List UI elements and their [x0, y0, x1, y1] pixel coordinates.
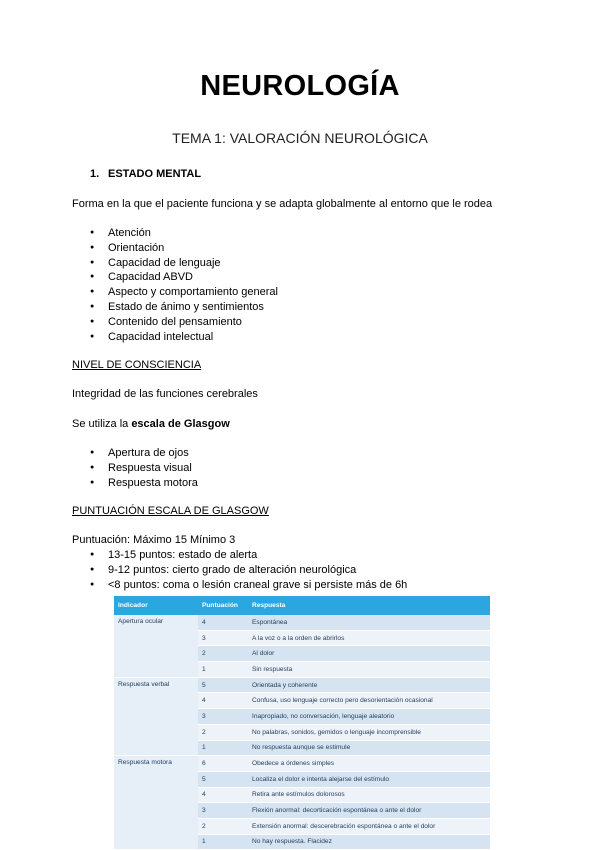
response-cell: Flexión anormal: decorticación espontánea o ante el dolor [248, 803, 490, 819]
list-item: ● 13-15 puntos: estado de alerta [90, 548, 407, 563]
list-item: ● 9-12 puntos: cierto grado de alteración neurológica [90, 563, 407, 578]
response-cell: Confusa, uso lenguaje correcto pero desorientación ocasional [248, 693, 490, 709]
consciousness-text: Integridad de las funciones cerebrales [72, 388, 258, 400]
glasgow-intro-prefix: Se utiliza la [72, 418, 132, 430]
response-cell: Retira ante estímulos dolorosos [248, 787, 490, 803]
score-cell: 1 [198, 740, 248, 756]
response-cell: Al dolor [248, 646, 490, 662]
score-heading: PUNTUACIÓN ESCALA DE GLASGOW [72, 505, 269, 517]
score-cell: 1 [198, 834, 248, 850]
score-cell: 4 [198, 693, 248, 709]
table-header-row [114, 596, 490, 615]
score-cell: 3 [198, 630, 248, 646]
response-cell: Obedece a órdenes simples [248, 756, 490, 772]
score-cell: 3 [198, 709, 248, 725]
table-row [114, 677, 490, 693]
glasgow-scale-name: escala de Glasgow [131, 418, 230, 430]
table-row [114, 615, 490, 630]
glasgow-intro [72, 418, 230, 430]
table-row [114, 756, 490, 772]
column-header: Puntuación [198, 596, 248, 615]
list-item: ● <8 puntos: coma o lesión craneal grave si persiste más de 6h [90, 578, 407, 593]
score-cell: 4 [198, 615, 248, 630]
page-subtitle: TEMA 1: VALORACIÓN NEUROLÓGICA [172, 130, 428, 146]
response-cell: Inapropiado, no conversación, lenguaje aleatorio [248, 709, 490, 725]
list-item: ● Respuesta motora [90, 476, 198, 491]
column-header: Respuesta [248, 596, 490, 615]
score-list [90, 548, 407, 592]
response-cell: Sin respuesta [248, 662, 490, 678]
score-range: Puntuación: Máximo 15 Mínimo 3 [72, 534, 236, 546]
score-cell: 2 [198, 724, 248, 740]
glasgow-table [114, 596, 490, 850]
response-cell: Extensión anormal: descerebración espontánea o ante el dolor [248, 818, 490, 834]
list-item: ● Capacidad de lenguaje [90, 256, 278, 271]
page-title: NEUROLOGÍA [200, 70, 400, 102]
score-cell: 4 [198, 787, 248, 803]
list-item: ● Respuesta visual [90, 461, 198, 476]
response-cell: A la voz o a la orden de abrirlos [248, 630, 490, 646]
column-header: Indicador [114, 596, 198, 615]
score-cell: 2 [198, 646, 248, 662]
list-item: ● Estado de ánimo y sentimientos [90, 300, 278, 315]
indicator-cell: Apertura ocular [114, 615, 198, 677]
list-item: ● Capacidad intelectual [90, 330, 278, 345]
response-cell: No respuesta aunque se estimule [248, 740, 490, 756]
score-cell: 2 [198, 818, 248, 834]
mental-state-list [90, 226, 278, 344]
section-title: ESTADO MENTAL [108, 168, 202, 180]
response-cell: No palabras, sonidos, gemidos o lenguaje incomprensible [248, 724, 490, 740]
response-cell: No hay respuesta. Flacidez [248, 834, 490, 850]
list-item: ● Contenido del pensamiento [90, 315, 278, 330]
list-item: ● Capacidad ABVD [90, 270, 278, 285]
section-number: 1. [90, 168, 100, 180]
indicator-cell: Respuesta verbal [114, 677, 198, 755]
list-item: ● Orientación [90, 241, 278, 256]
list-item: ● Apertura de ojos [90, 446, 198, 461]
glasgow-components-list [90, 446, 198, 490]
score-cell: 5 [198, 677, 248, 693]
response-cell: Localiza el dolor e intenta alejarse del estímulo [248, 771, 490, 787]
consciousness-heading: NIVEL DE CONSCIENCIA [72, 359, 202, 371]
score-cell: 3 [198, 803, 248, 819]
list-item: ● Atención [90, 226, 278, 241]
score-cell: 1 [198, 662, 248, 678]
response-cell: Orientada y coherente [248, 677, 490, 693]
section-intro: Forma en la que el paciente funciona y se adapta globalmente al entorno que le rodea [72, 198, 493, 210]
list-item: ● Aspecto y comportamiento general [90, 285, 278, 300]
score-cell: 5 [198, 771, 248, 787]
score-cell: 6 [198, 756, 248, 772]
indicator-cell: Respuesta motora [114, 756, 198, 850]
response-cell: Espontánea [248, 615, 490, 630]
section-heading [90, 168, 201, 180]
